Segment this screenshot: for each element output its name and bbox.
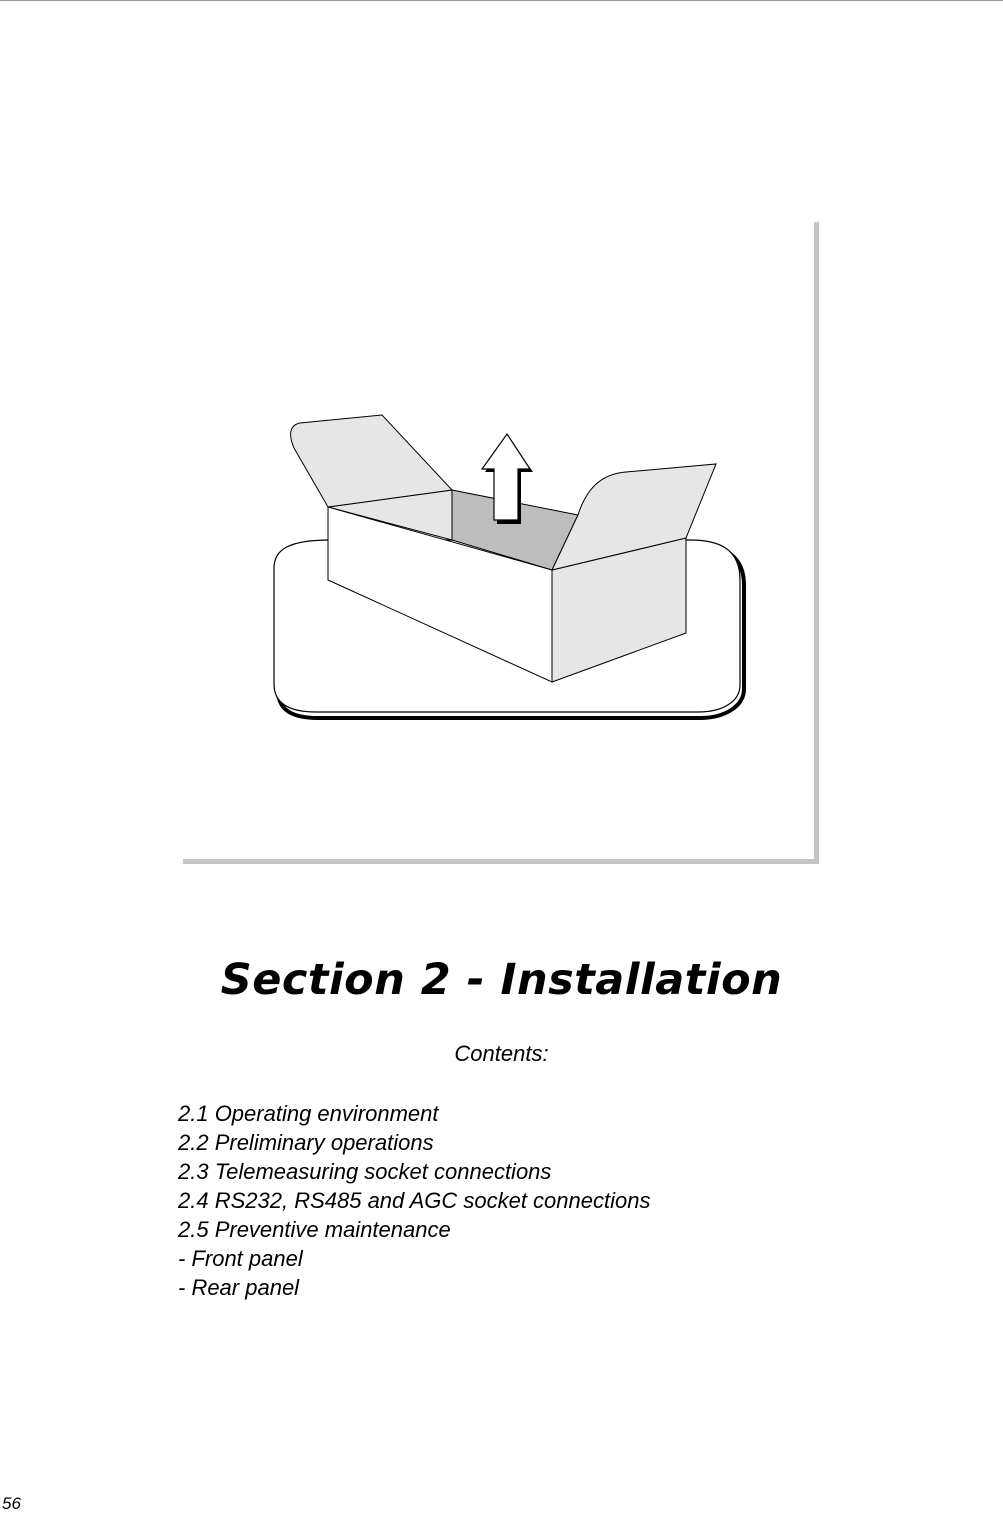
toc-item: 2.1 Operating environment: [178, 1101, 439, 1126]
open-box-illustration: [183, 222, 819, 864]
toc-item: 2.2 Preliminary operations: [178, 1130, 434, 1155]
toc-item: 2.5 Preventive maintenance: [178, 1217, 451, 1242]
toc-item: 2.3 Telemeasuring socket connections: [178, 1159, 552, 1184]
contents-label: Contents:: [454, 1041, 549, 1066]
table-of-contents: [178, 1099, 650, 1302]
toc-item: - Front panel: [178, 1246, 303, 1271]
page-number: 56: [2, 1494, 21, 1513]
illustration-frame: [183, 222, 819, 864]
toc-item: - Rear panel: [178, 1275, 300, 1300]
toc-item: 2.4 RS232, RS485 and AGC socket connections: [178, 1188, 651, 1213]
section-title: Section 2 - Installation: [220, 955, 783, 1005]
top-rule: [0, 0, 1003, 1]
